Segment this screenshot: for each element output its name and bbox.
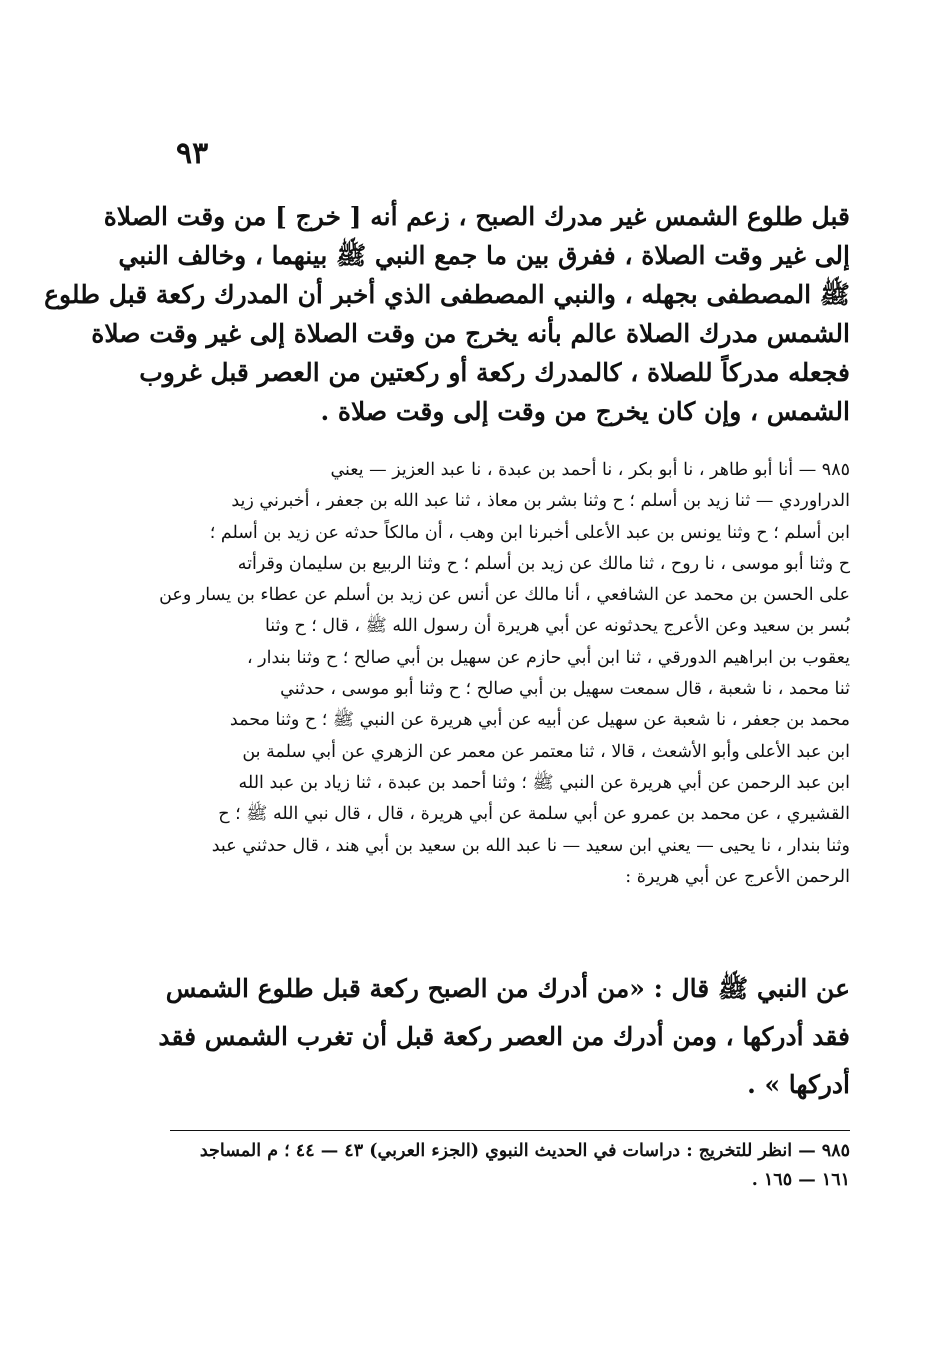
main-text-line: إلى غير وقت الصلاة ، ففرق بين ما جمع النبي ﷺ بينهما ، وخالف النبي [118,241,850,270]
main-text-line: قبل طلوع الشمس غير مدرك الصبح ، زعم أنه [ خرج ] من وقت الصلاة [103,202,850,231]
main-text-line: فجعله مدركاً للصلاة ، كالمدرك ركعة أو ركعتين من العصر قبل غروب [139,358,850,387]
isnad-line: ابن عبد الرحمن عن أبي هريرة عن النبي ﷺ ؛ وثنا أحمد بن عبدة ، ثنا زياد بن عبد الله [238,772,850,793]
isnad-line: الرحمن الأعرج عن أبي هريرة : [625,866,850,887]
main-text-line: ﷺ المصطفى بجهله ، والنبي المصطفى الذي أخبر أن المدرك ركعة قبل طلوع [44,280,850,309]
isnad-line: الدراوردي — ثنا زيد بن أسلم ؛ ح وثنا بشر بن معاذ ، ثنا عبد الله بن جعفر ، أخبرني زيد [231,491,850,512]
isnad-line: ثنا محمد ، نا شعبة ، قال سمعت سهيل بن أبي صالح ؛ ح وثنا أبو موسى ، حدثني [280,679,850,700]
isnad-line: يعقوب بن ابراهيم الدورقي ، ثنا ابن أبي حازم عن سهيل بن أبي صالح ؛ ح وثنا بندار ، [246,647,850,668]
isnad-line: ٩٨٥ — أنا أبو طاهر ، نا أبو بكر ، نا أحمد بن عبدة ، نا عبد العزيز — يعني [330,460,850,480]
main-text [44,197,850,431]
isnad-line: ابن أسلم ؛ ح وثنا يونس بن عبد الأعلى أخبرنا ابن وهب ، أن مالكاً حدثه عن زيد بن أسلم ؛ [209,522,850,543]
footnote-line: ١٦١ — ١٦٥ . [751,1170,850,1190]
hadith-line: فقد أدركها ، ومن أدرك من العصر ركعة قبل أن تغرب الشمس فقد [158,1022,850,1051]
isnad-chain [159,455,850,893]
main-text-line: الشمس ، وإن كان يخرج من وقت إلى وقت صلاة . [320,397,850,426]
main-text-line: الشمس مدرك الصلاة عالم بأنه يخرج من وقت الصلاة إلى غير وقت صلاة [91,319,850,348]
footnote-line: ٩٨٥ — انظر للتخريج : دراسات في الحديث النبوي (الجزء العربي) ٤٣ — ٤٤ ؛ م المساجد [199,1141,850,1161]
isnad-line: ابن عبد الأعلى وأبو الأشعث ، قالا ، ثنا معتمر عن معمر عن الزهري عن أبي سلمة بن [242,741,850,762]
isnad-line: بُسر بن سعيد وعن الأعرج يحدثونه عن أبي هريرة أن رسول الله ﷺ ، قال ؛ ح وثنا [264,616,850,637]
isnad-line: محمد بن جعفر ، نا شعبة عن سهيل عن أبيه عن أبي هريرة عن النبي ﷺ ؛ ح وثنا محمد [229,710,850,731]
isnad-line: على الحسن بن محمد عن الشافعي ، أنا مالك عن أنس عن زيد بن أسلم عن عطاء بن يسار وعن [159,585,850,606]
hadith-line: أدركها » . [747,1070,850,1099]
hadith-line: عن النبي ﷺ قال : «من أدرك من الصبح ركعة قبل طلوع الشمس [165,974,850,1003]
isnad-line: ح وثنا أبو موسى ، نا روح ، ثنا مالك عن زيد بن أسلم ؛ ح وثنا الربيع بن سليمان وقرأته [237,553,850,574]
isnad-line: وثنا بندار ، نا يحيى — يعني ابن سعيد — نا عبد الله بن سعيد بن أبي هند ، قال حدثني عبد [211,835,850,856]
footnote-divider [170,1130,850,1131]
page-number: ٩٣ [176,136,209,171]
footnote [170,1137,850,1195]
hadith-text [158,965,850,1109]
isnad-line: القشيري ، عن محمد بن عمرو عن أبي سلمة عن أبي هريرة ، قال ، قال نبي الله ﷺ ؛ ح [218,804,850,825]
